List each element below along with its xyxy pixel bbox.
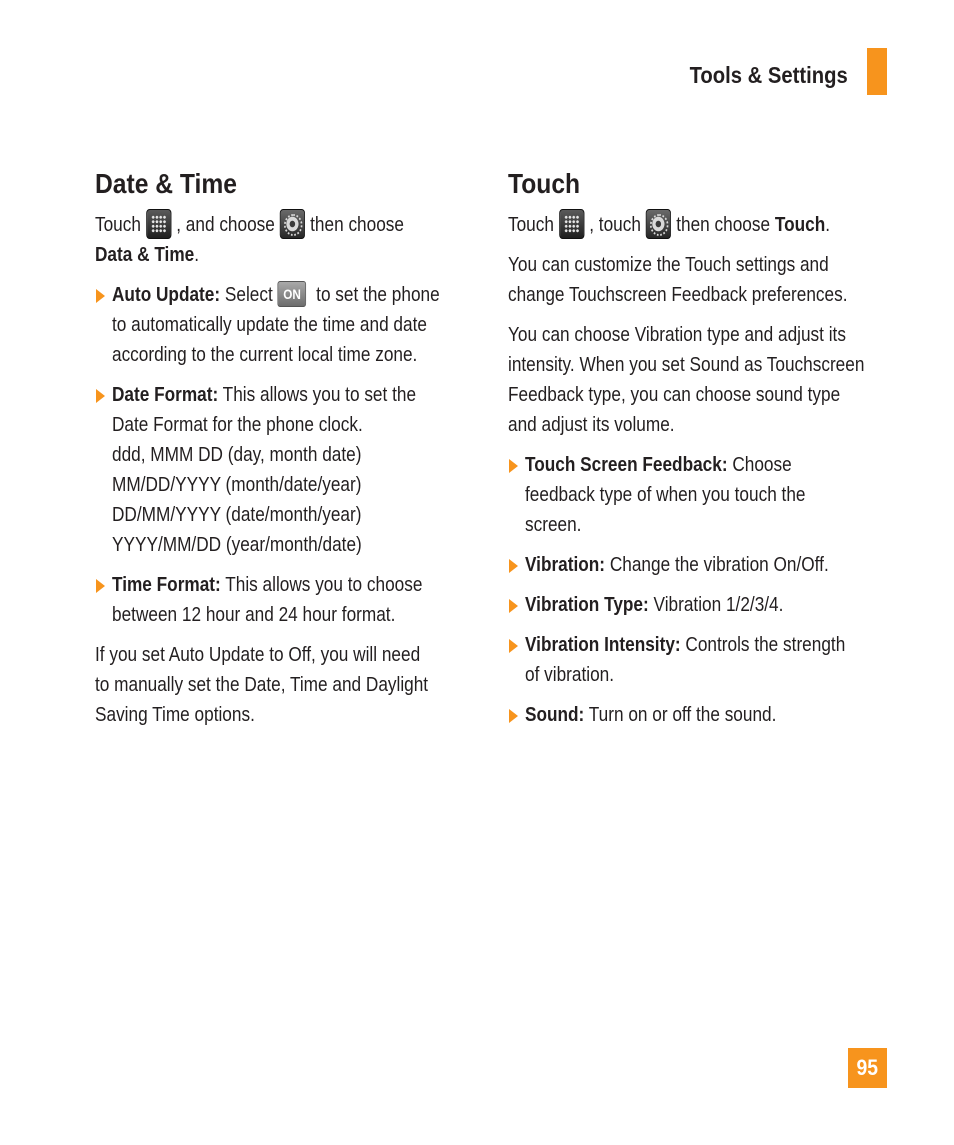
section-tab-marker (867, 48, 887, 95)
bullet-arrow-icon (96, 289, 105, 303)
settings-gear-icon (646, 209, 671, 239)
bullet-auto-update: Auto Update: Select ON to set the phone to automatically update the time and date according to the current local time zone. (95, 280, 480, 370)
date-time-heading: Date & Time (95, 168, 237, 199)
touch-column (508, 168, 903, 740)
bullet-sound: Sound: Turn on or off the sound. (508, 700, 903, 730)
bullet-arrow-icon (509, 559, 518, 573)
bullet-arrow-icon (509, 639, 518, 653)
bullet-arrow-icon (96, 579, 105, 593)
apps-grid-icon (559, 209, 584, 239)
bullet-arrow-icon (509, 709, 518, 723)
bullet-vibration-type: Vibration Type: Vibration 1/2/3/4. (508, 590, 903, 620)
on-toggle-icon: ON (278, 281, 307, 307)
bullet-date-format: Date Format: This allows you to set the Date Format for the phone clock. ddd, MMM DD (day, month date) MM/DD/YYYY (month/date/year) DD/MM/YYYY (date/month/year) YYYY/MM/DD (year/month/date) (95, 380, 480, 560)
touch-intro: Touch , touch then choose Touch. (508, 210, 903, 240)
bullet-touch-screen-feedback: Touch Screen Feedback: Choose feedback type of when you touch the screen. (508, 450, 903, 540)
touch-para-vibration: You can choose Vibration type and adjust its intensity. When you set Sound as Touchscreen Feedback type, you can choose sound type and adjust its volume. (508, 323, 865, 436)
touch-para-customize: You can customize the Touch settings and change Touchscreen Feedback preferences. (508, 253, 848, 306)
bullet-time-format: Time Format: This allows you to choose between 12 hour and 24 hour format. (95, 570, 480, 630)
date-time-intro: Touch , and choose then choose Data & Time. (95, 210, 480, 270)
touch-heading: Touch (508, 168, 581, 199)
date-time-closing: If you set Auto Update to Off, you will need to manually set the Date, Time and Daylight Saving Time options. (95, 643, 429, 726)
settings-gear-icon (280, 209, 305, 239)
page-number: 95 (848, 1048, 887, 1088)
bullet-vibration-intensity: Vibration Intensity: Controls the strength of vibration. (508, 630, 903, 690)
date-time-column (95, 168, 480, 740)
bullet-arrow-icon (509, 459, 518, 473)
apps-grid-icon (146, 209, 171, 239)
bullet-vibration: Vibration: Change the vibration On/Off. (508, 550, 903, 580)
bullet-arrow-icon (96, 389, 105, 403)
bullet-arrow-icon (509, 599, 518, 613)
section-header-title: Tools & Settings (689, 62, 848, 88)
